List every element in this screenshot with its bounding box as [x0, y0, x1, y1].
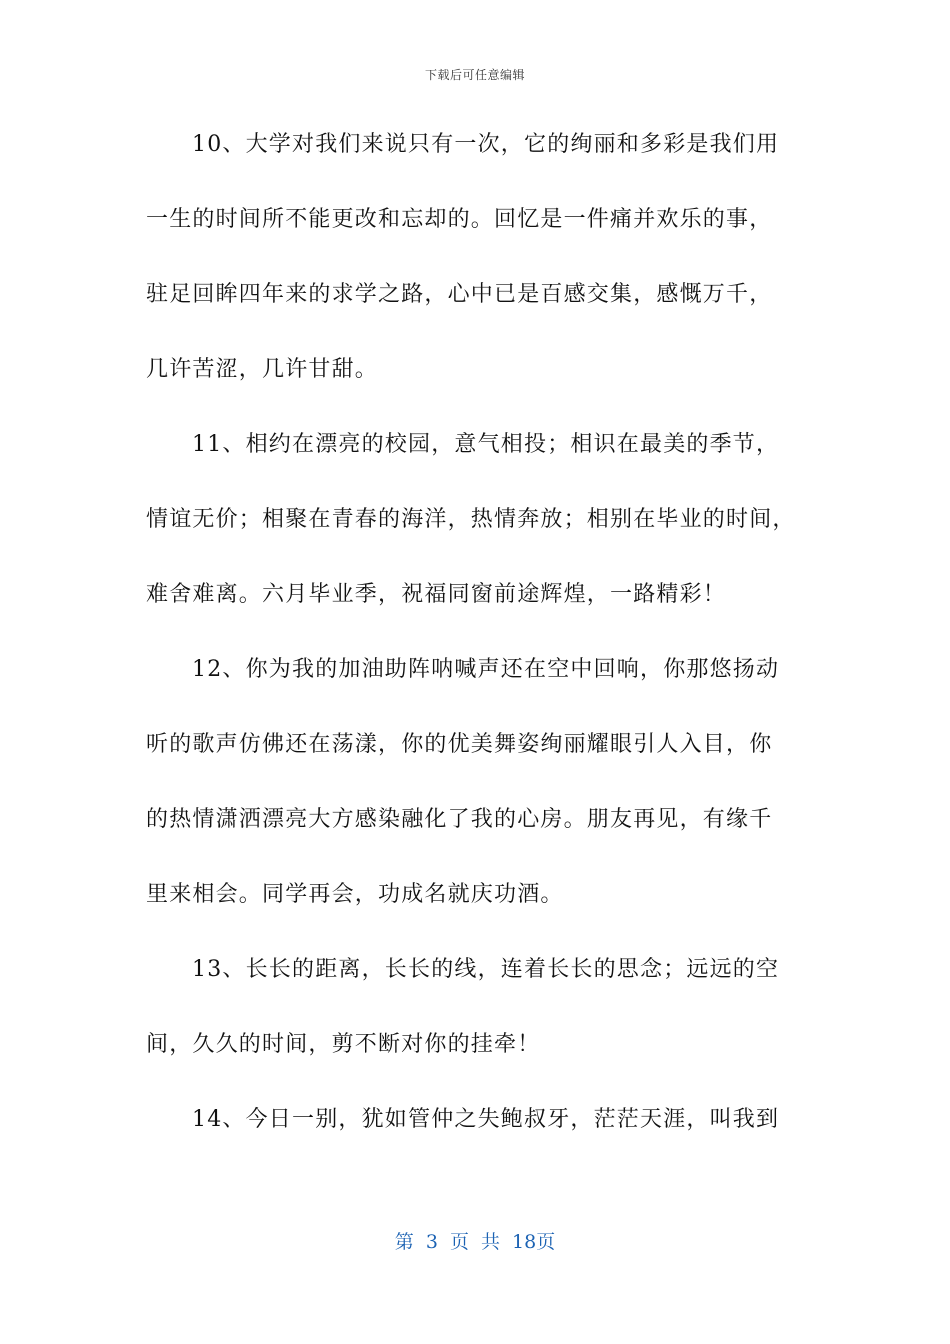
page-number-footer: 第 3 页 共 18页: [394, 1231, 556, 1253]
paragraph-line: 间，久久的时间，剪不断对你的挂牵！: [146, 1032, 541, 1057]
paragraph-line: 难舍难离。六月毕业季，祝福同窗前途辉煌，一路精彩！: [146, 582, 727, 607]
paragraph-line: 听的歌声仿佛还在荡漾，你的优美舞姿绚丽耀眼引人入目，你: [146, 732, 773, 757]
paragraph-line: 11、相约在漂亮的校园，意气相投；相识在最美的季节，: [192, 432, 780, 457]
paragraph-line: 14、今日一别，犹如管仲之失鲍叔牙，茫茫天涯，叫我到: [192, 1107, 780, 1132]
paragraph-line: 的热情潇洒漂亮大方感染融化了我的心房。朋友再见，有缘千: [146, 807, 773, 832]
paragraph-line: 驻足回眸四年来的求学之路，心中已是百感交集，感慨万千，: [146, 282, 773, 307]
paragraph-line: 情谊无价；相聚在青春的海洋，热情奔放；相别在毕业的时间，: [146, 507, 796, 532]
header-note: 下载后可任意编辑: [424, 68, 525, 82]
paragraph-line: 几许苦涩，几许甘甜。: [146, 357, 379, 382]
paragraph-line: 一生的时间所不能更改和忘却的。回忆是一件痛并欢乐的事，: [146, 207, 773, 232]
paragraph-line: 12、你为我的加油助阵呐喊声还在空中回响，你那悠扬动: [192, 657, 780, 682]
paragraph-line: 10、大学对我们来说只有一次，它的绚丽和多彩是我们用: [192, 132, 780, 157]
paragraph-line: 13、长长的距离，长长的线，连着长长的思念；远远的空: [192, 957, 780, 982]
paragraph-line: 里来相会。同学再会，功成名就庆功酒。: [146, 882, 564, 907]
